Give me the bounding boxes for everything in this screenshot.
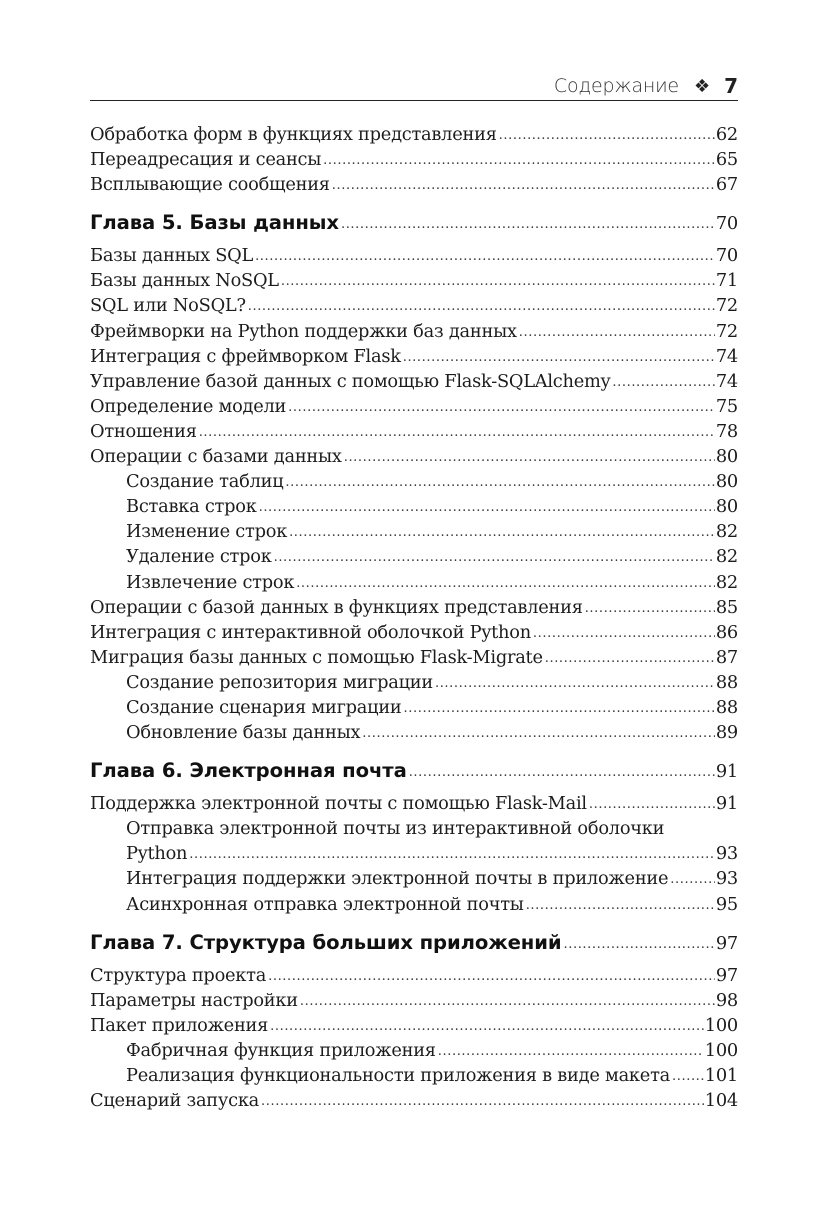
dot-leader: [564, 924, 715, 965]
toc-entry-line: Отправка электронной почты из интерактивной оболочки: [126, 818, 665, 840]
entry-title: Создание репозитория миграции: [126, 671, 433, 693]
entry-title: Фабричная функция приложения: [126, 1039, 436, 1061]
dot-leader: [281, 269, 715, 294]
toc-chapter[interactable]: [90, 202, 738, 243]
entry-page-number: 74: [715, 345, 738, 367]
entry-title: Интеграция с фреймворком Flask: [90, 345, 401, 367]
page-number: 7: [724, 74, 738, 98]
dot-leader: [259, 495, 715, 520]
entry-title: Миграция базы данных с помощью Flask-Migrate: [90, 646, 543, 668]
dot-leader: [438, 1039, 704, 1064]
table-of-contents: [90, 122, 738, 1113]
dot-leader: [285, 470, 714, 495]
entry-page-number: 89: [715, 722, 738, 744]
toc-entry[interactable]: [90, 544, 738, 569]
toc-entry[interactable]: [90, 963, 738, 988]
toc-entry[interactable]: [90, 1013, 738, 1038]
chapter-title: Глава 7. Структура больших приложений: [90, 930, 562, 954]
dot-leader: [362, 721, 715, 746]
entry-page-number: 86: [715, 621, 738, 643]
entry-title: Создание таблиц: [126, 471, 284, 493]
entry-page-number: 82: [715, 546, 738, 568]
entry-page-number: 95: [715, 893, 738, 915]
toc-entry[interactable]: [90, 841, 738, 866]
entry-page-number: 87: [715, 646, 738, 668]
entry-page-number: 82: [715, 571, 738, 593]
entry-title: Структура проекта: [90, 964, 267, 986]
entry-page-number: 97: [715, 964, 738, 986]
toc-entry[interactable]: [90, 394, 738, 419]
entry-page-number: 100: [704, 1039, 738, 1061]
entry-title: Вставка строк: [126, 496, 257, 518]
toc-entry[interactable]: [90, 519, 738, 544]
entry-title: Переадресация и сеансы: [90, 149, 322, 171]
entry-title: Извлечение строк: [126, 571, 295, 593]
entry-page-number: 97: [715, 932, 738, 954]
entry-page-number: 72: [715, 295, 738, 317]
dot-leader: [248, 294, 715, 319]
toc-entry[interactable]: [90, 620, 738, 645]
entry-page-number: 91: [715, 761, 738, 783]
dot-leader: [274, 545, 715, 570]
entry-title: Параметры настройки: [90, 989, 298, 1011]
entry-page-number: 88: [715, 696, 738, 718]
entry-page-number: 70: [715, 213, 738, 235]
entry-title: Определение модели: [90, 395, 287, 417]
entry-page-number: 82: [715, 521, 738, 543]
dot-leader: [670, 867, 715, 892]
entry-title: Операции с базами данных: [90, 446, 342, 468]
toc-entry[interactable]: [90, 670, 738, 695]
dot-leader: [300, 989, 715, 1014]
running-header: [90, 72, 738, 101]
chapter-title: Глава 6. Электронная почта: [90, 759, 407, 783]
toc-entry[interactable]: [90, 419, 738, 444]
entry-title: Фреймворки на Python поддержки баз данных: [90, 320, 517, 342]
dot-leader: [189, 842, 715, 867]
toc-entry[interactable]: [90, 695, 738, 720]
toc-chapter[interactable]: [90, 750, 738, 791]
entry-page-number: 72: [715, 320, 738, 342]
dot-leader: [409, 752, 715, 793]
toc-entry[interactable]: [90, 892, 738, 917]
toc-entry[interactable]: [90, 595, 738, 620]
dot-leader: [545, 646, 715, 671]
entry-page-number: 101: [704, 1065, 738, 1086]
toc-entry[interactable]: [90, 369, 738, 394]
dot-leader: [672, 1064, 704, 1089]
section-title: Содержание: [553, 75, 679, 97]
entry-title: Поддержка электронной почты с помощью Flask-Mail: [90, 793, 587, 815]
entry-page-number: 74: [715, 370, 738, 392]
toc-entry[interactable]: [90, 172, 738, 197]
entry-title: Создание сценария миграции: [126, 696, 402, 718]
toc-entry[interactable]: [90, 494, 738, 519]
toc-entry[interactable]: [90, 570, 738, 595]
dot-leader: [533, 621, 715, 646]
entry-page-number: 80: [715, 496, 738, 518]
entry-page-number: 104: [704, 1090, 738, 1112]
dot-leader: [585, 596, 715, 621]
entry-title: SQL или NoSQL?: [90, 295, 246, 317]
toc-entry[interactable]: [90, 1088, 738, 1113]
toc-entry[interactable]: [90, 469, 738, 494]
entry-title: Обработка форм в функциях представления: [90, 124, 497, 145]
dot-leader: [341, 204, 715, 245]
toc-entry[interactable]: [90, 243, 738, 268]
toc-entry[interactable]: [90, 444, 738, 469]
entry-page-number: 85: [715, 596, 738, 618]
toc-entry[interactable]: [90, 122, 738, 147]
dot-leader: [296, 571, 715, 596]
entry-title: Реализация функциональности приложения в виде макета: [126, 1065, 671, 1086]
dot-leader: [589, 792, 715, 817]
entry-title: Базы данных SQL: [90, 245, 254, 267]
entry-page-number: 65: [715, 149, 738, 171]
toc-entry[interactable]: [90, 1063, 738, 1088]
entry-page-number: 78: [715, 420, 738, 442]
dot-leader: [404, 696, 715, 721]
entry-page-number: 93: [715, 868, 738, 890]
toc-entry[interactable]: [90, 866, 738, 891]
toc-entry[interactable]: [90, 293, 738, 318]
dot-leader: [435, 671, 715, 696]
chapter-title: Глава 5. Базы данных: [90, 211, 339, 235]
entry-title: Базы данных NoSQL: [90, 270, 279, 292]
entry-title: Удаление строк: [126, 546, 272, 568]
dot-leader: [526, 893, 715, 918]
entry-page-number: 80: [715, 471, 738, 493]
dot-leader: [255, 244, 715, 269]
toc-entry[interactable]: [90, 147, 738, 172]
toc-entry[interactable]: [90, 1038, 738, 1063]
dot-leader: [344, 445, 715, 470]
entry-title: Python: [126, 843, 188, 865]
dot-leader: [261, 1089, 704, 1114]
entry-title: Операции с базой данных в функциях представления: [90, 596, 583, 618]
entry-page-number: 80: [715, 446, 738, 468]
toc-entry[interactable]: [90, 319, 738, 344]
entry-page-number: 88: [715, 671, 738, 693]
toc-chapter[interactable]: [90, 922, 738, 963]
toc-entry[interactable]: [90, 988, 738, 1013]
entry-page-number: 71: [715, 270, 738, 292]
entry-page-number: 62: [715, 124, 738, 145]
entry-title: Отношения: [90, 420, 197, 442]
entry-page-number: 100: [704, 1014, 738, 1036]
dot-leader: [289, 520, 715, 545]
entry-title: Управление базой данных с помощью Flask-SQLAlchemy: [90, 370, 611, 392]
dot-leader: [270, 1014, 704, 1039]
entry-page-number: 67: [715, 174, 738, 196]
toc-entry[interactable]: [90, 791, 738, 816]
dot-leader: [403, 345, 715, 370]
entry-title: Интеграция с интерактивной оболочкой Python: [90, 621, 531, 643]
entry-page-number: 98: [715, 989, 738, 1011]
entry-title: Всплывающие сообщения: [90, 174, 330, 196]
dot-leader: [288, 395, 715, 420]
entry-title: Интеграция поддержки электронной почты в приложение: [126, 868, 669, 890]
entry-title: Обновление базы данных: [126, 722, 361, 744]
ornament-icon: ❖: [693, 75, 711, 97]
dot-leader: [612, 370, 714, 395]
toc-entry[interactable]: [90, 645, 738, 670]
entry-page-number: 91: [715, 793, 738, 815]
toc-entry[interactable]: [90, 344, 738, 369]
entry-page-number: 93: [715, 843, 738, 865]
entry-page-number: 75: [715, 395, 738, 417]
entry-title: Сценарий запуска: [90, 1090, 260, 1112]
dot-leader: [323, 148, 715, 173]
toc-entry[interactable]: [90, 720, 738, 745]
entry-page-number: 70: [715, 245, 738, 267]
entry-title: Изменение строк: [126, 521, 288, 543]
dot-leader: [499, 123, 715, 148]
dot-leader: [519, 320, 715, 345]
dot-leader: [268, 964, 715, 989]
entry-title: Асинхронная отправка электронной почты: [126, 893, 524, 915]
dot-leader: [199, 420, 715, 445]
dot-leader: [332, 173, 715, 198]
toc-entry[interactable]: [90, 268, 738, 293]
entry-title: Пакет приложения: [90, 1014, 269, 1036]
